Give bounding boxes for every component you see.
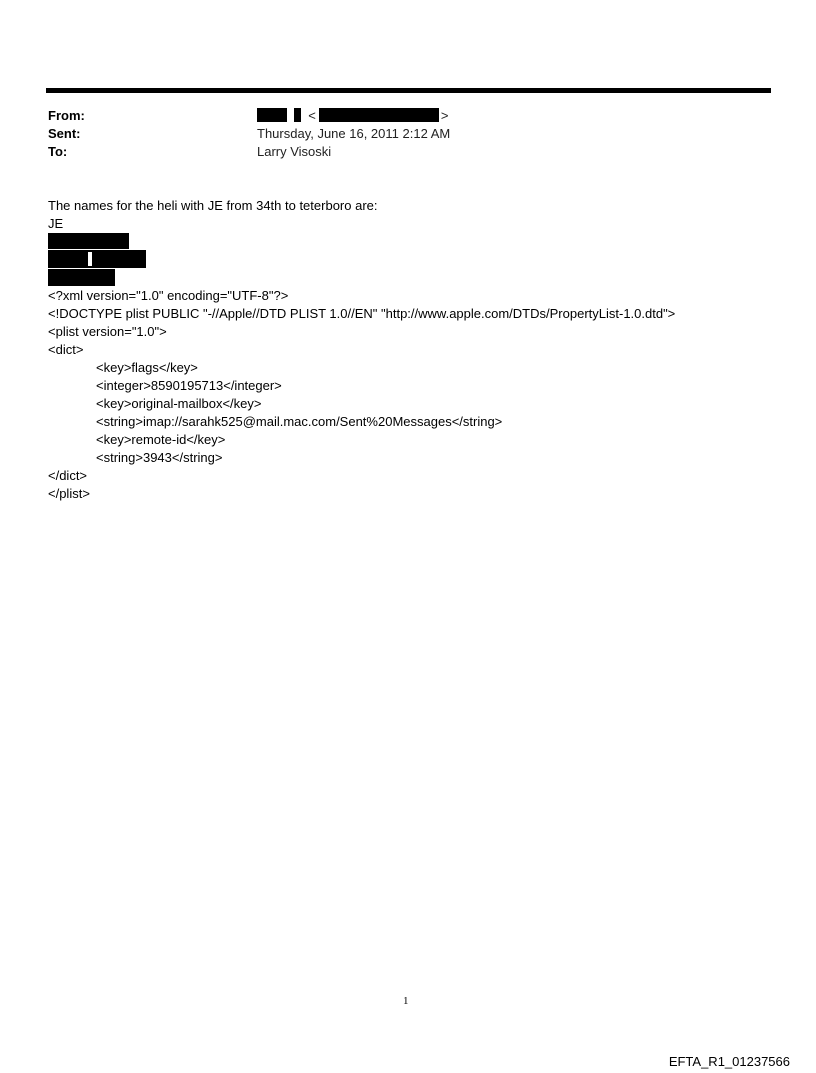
- xml-line: </dict>: [48, 468, 88, 483]
- sent-label: Sent:: [48, 126, 81, 141]
- redaction-block: [48, 269, 115, 286]
- xml-line: <string>imap://sarahk525@mail.mac.com/Sent%20Messages</string>: [96, 414, 503, 429]
- to-label: To:: [48, 144, 68, 159]
- xml-plist-block: [48, 287, 675, 503]
- redaction-block: [257, 108, 287, 122]
- redaction-block: [319, 108, 439, 122]
- header-divider: [46, 88, 771, 93]
- xml-line: </plist>: [48, 486, 90, 501]
- xml-line: <key>flags</key>: [96, 360, 198, 375]
- document-id: EFTA_R1_01237566: [668, 1054, 790, 1069]
- xml-line: <string>3943</string>: [96, 450, 223, 465]
- body-intro: The names for the heli with JE from 34th to teterboro are:: [48, 198, 378, 213]
- xml-line: <!DOCTYPE plist PUBLIC "-//Apple//DTD PLIST 1.0//EN" "http://www.apple.com/DTDs/PropertyList-1.0.dtd">: [48, 306, 676, 321]
- xml-line: <key>original-mailbox</key>: [96, 396, 262, 411]
- email-body: [48, 197, 378, 233]
- sent-value: Thursday, June 16, 2011 2:12 AM: [257, 126, 451, 141]
- from-close-bracket: >: [440, 108, 449, 123]
- body-name-je: JE: [48, 216, 64, 231]
- xml-line: <?xml version="1.0" encoding="UTF-8"?>: [48, 288, 289, 303]
- xml-line: <key>remote-id</key>: [96, 432, 226, 447]
- xml-line: <plist version="1.0">: [48, 324, 167, 339]
- from-label: From:: [48, 108, 85, 123]
- redaction-block: [48, 250, 146, 268]
- page-number: 1: [403, 995, 409, 1007]
- xml-line: <integer>8590195713</integer>: [96, 378, 282, 393]
- to-value: Larry Visoski: [257, 144, 332, 159]
- redaction-block: [294, 108, 301, 122]
- from-value: [257, 107, 448, 125]
- redaction-gap: [88, 252, 92, 266]
- redaction-block: [48, 233, 129, 249]
- xml-line: <dict>: [48, 342, 84, 357]
- from-open-bracket: <: [308, 108, 316, 123]
